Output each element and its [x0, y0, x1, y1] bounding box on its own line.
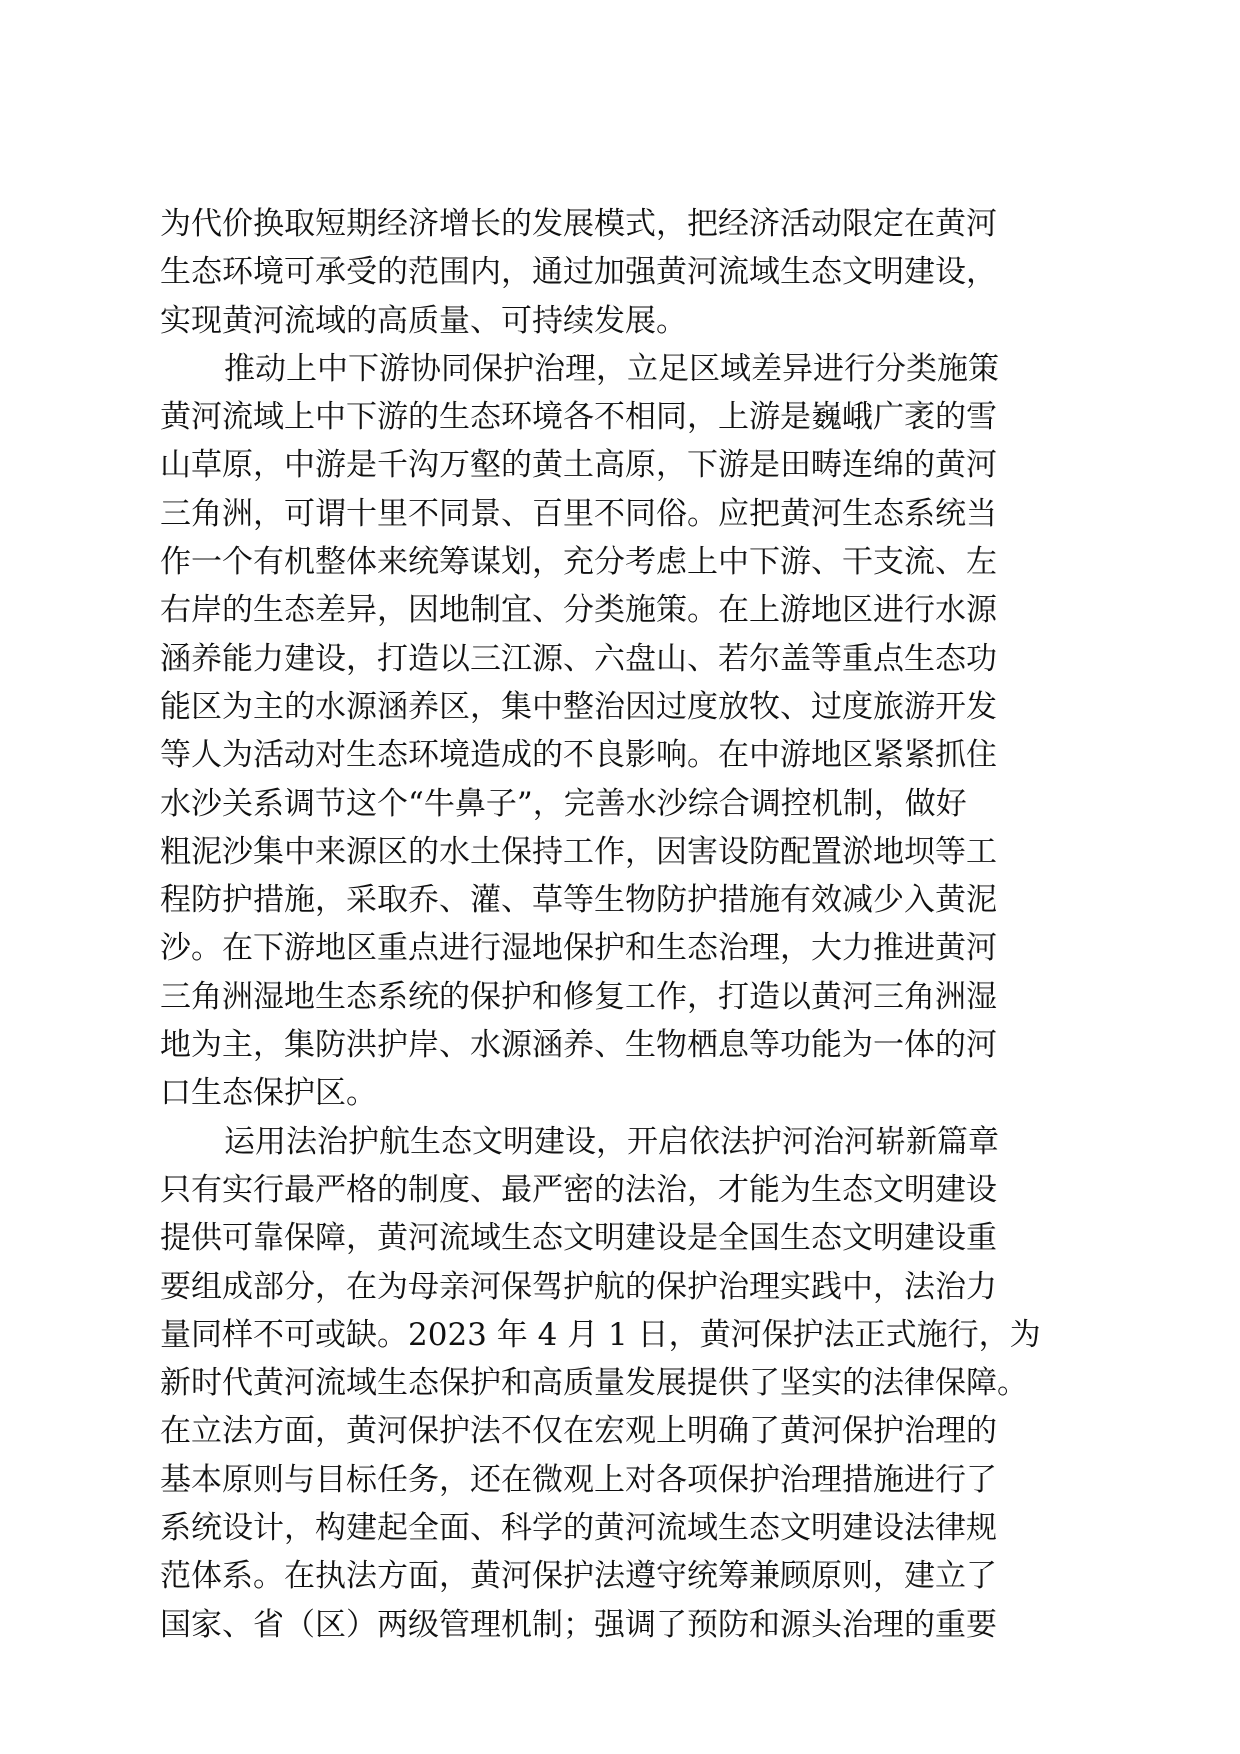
text-line: 为代价换取短期经济增长的发展模式，把经济活动限定在黄河	[160, 206, 997, 242]
text-line: 范体系。在执法方面，黄河保护法遵守统筹兼顾原则，建立了	[160, 1558, 997, 1595]
text-line: 国家、省（区）两级管理机制；强调了预防和源头治理的重要	[160, 1606, 997, 1643]
text-line: 涵养能力建设，打造以三江源、六盘山、若尔盖等重点生态功	[160, 640, 997, 677]
body-text	[160, 200, 1090, 1649]
text-line: 沙。在下游地区重点进行湿地保护和生态治理，大力推进黄河	[160, 930, 997, 967]
text-line: 三角洲，可谓十里不同景、百里不同俗。应把黄河生态系统当	[160, 495, 997, 532]
text-line: 作一个有机整体来统筹谋划，充分考虑上中下游、干支流、左	[160, 544, 997, 581]
text-line: 山草原，中游是千沟万壑的黄土高原，下游是田畴连绵的黄河	[160, 447, 997, 484]
text-line: 系统设计，构建起全面、科学的黄河流域生态文明建设法律规	[160, 1510, 997, 1547]
text-line: 要组成部分，在为母亲河保驾护航的保护治理实践中，法治力	[160, 1268, 997, 1305]
text-line: 能区为主的水源涵养区，集中整治因过度放牧、过度旅游开发	[160, 688, 997, 725]
text-line: 基本原则与目标任务，还在微观上对各项保护治理措施进行了	[160, 1461, 997, 1498]
text-line: 口生态保护区。	[160, 1075, 377, 1112]
text-line: 量同样不可或缺。2023 年 4 月 1 日，黄河保护法正式施行，为	[160, 1316, 1041, 1353]
text-line: 在立法方面，黄河保护法不仅在宏观上明确了黄河保护治理的	[160, 1413, 997, 1450]
text-line: 粗泥沙集中来源区的水土保持工作，因害设防配置淤地坝等工	[160, 833, 997, 870]
text-line: 新时代黄河流域生态保护和高质量发展提供了坚实的法律保障。	[160, 1365, 1028, 1402]
text-line: 地为主，集防洪护岸、水源涵养、生物栖息等功能为一体的河	[160, 1027, 997, 1064]
text-line: 提供可靠保障，黄河流域生态文明建设是全国生态文明建设重	[160, 1220, 997, 1257]
text-line: 三角洲湿地生态系统的保护和修复工作，打造以黄河三角洲湿	[160, 978, 997, 1015]
paragraph-first-line: 运用法治护航生态文明建设，开启依法护河治河崭新篇章	[224, 1123, 999, 1160]
text-line: 程防护措施，采取乔、灌、草等生物防护措施有效减少入黄泥	[160, 882, 997, 919]
text-line: 水沙关系调节这个“牛鼻子”，完善水沙综合调控机制，做好	[160, 785, 967, 822]
text-line: 生态环境可承受的范围内，通过加强黄河流域生态文明建设，	[160, 254, 997, 291]
text-line: 等人为活动对生态环境造成的不良影响。在中游地区紧紧抓住	[160, 737, 997, 774]
text-line: 右岸的生态差异，因地制宜、分类施策。在上游地区进行水源	[160, 592, 997, 629]
text-line: 只有实行最严格的制度、最严密的法治，才能为生态文明建设	[160, 1171, 997, 1208]
text-line: 黄河流域上中下游的生态环境各不相同，上游是巍峨广袤的雪	[160, 399, 997, 436]
paragraph-first-line: 推动上中下游协同保护治理，立足区域差异进行分类施策	[224, 350, 999, 387]
text-line: 实现黄河流域的高质量、可持续发展。	[160, 302, 687, 339]
